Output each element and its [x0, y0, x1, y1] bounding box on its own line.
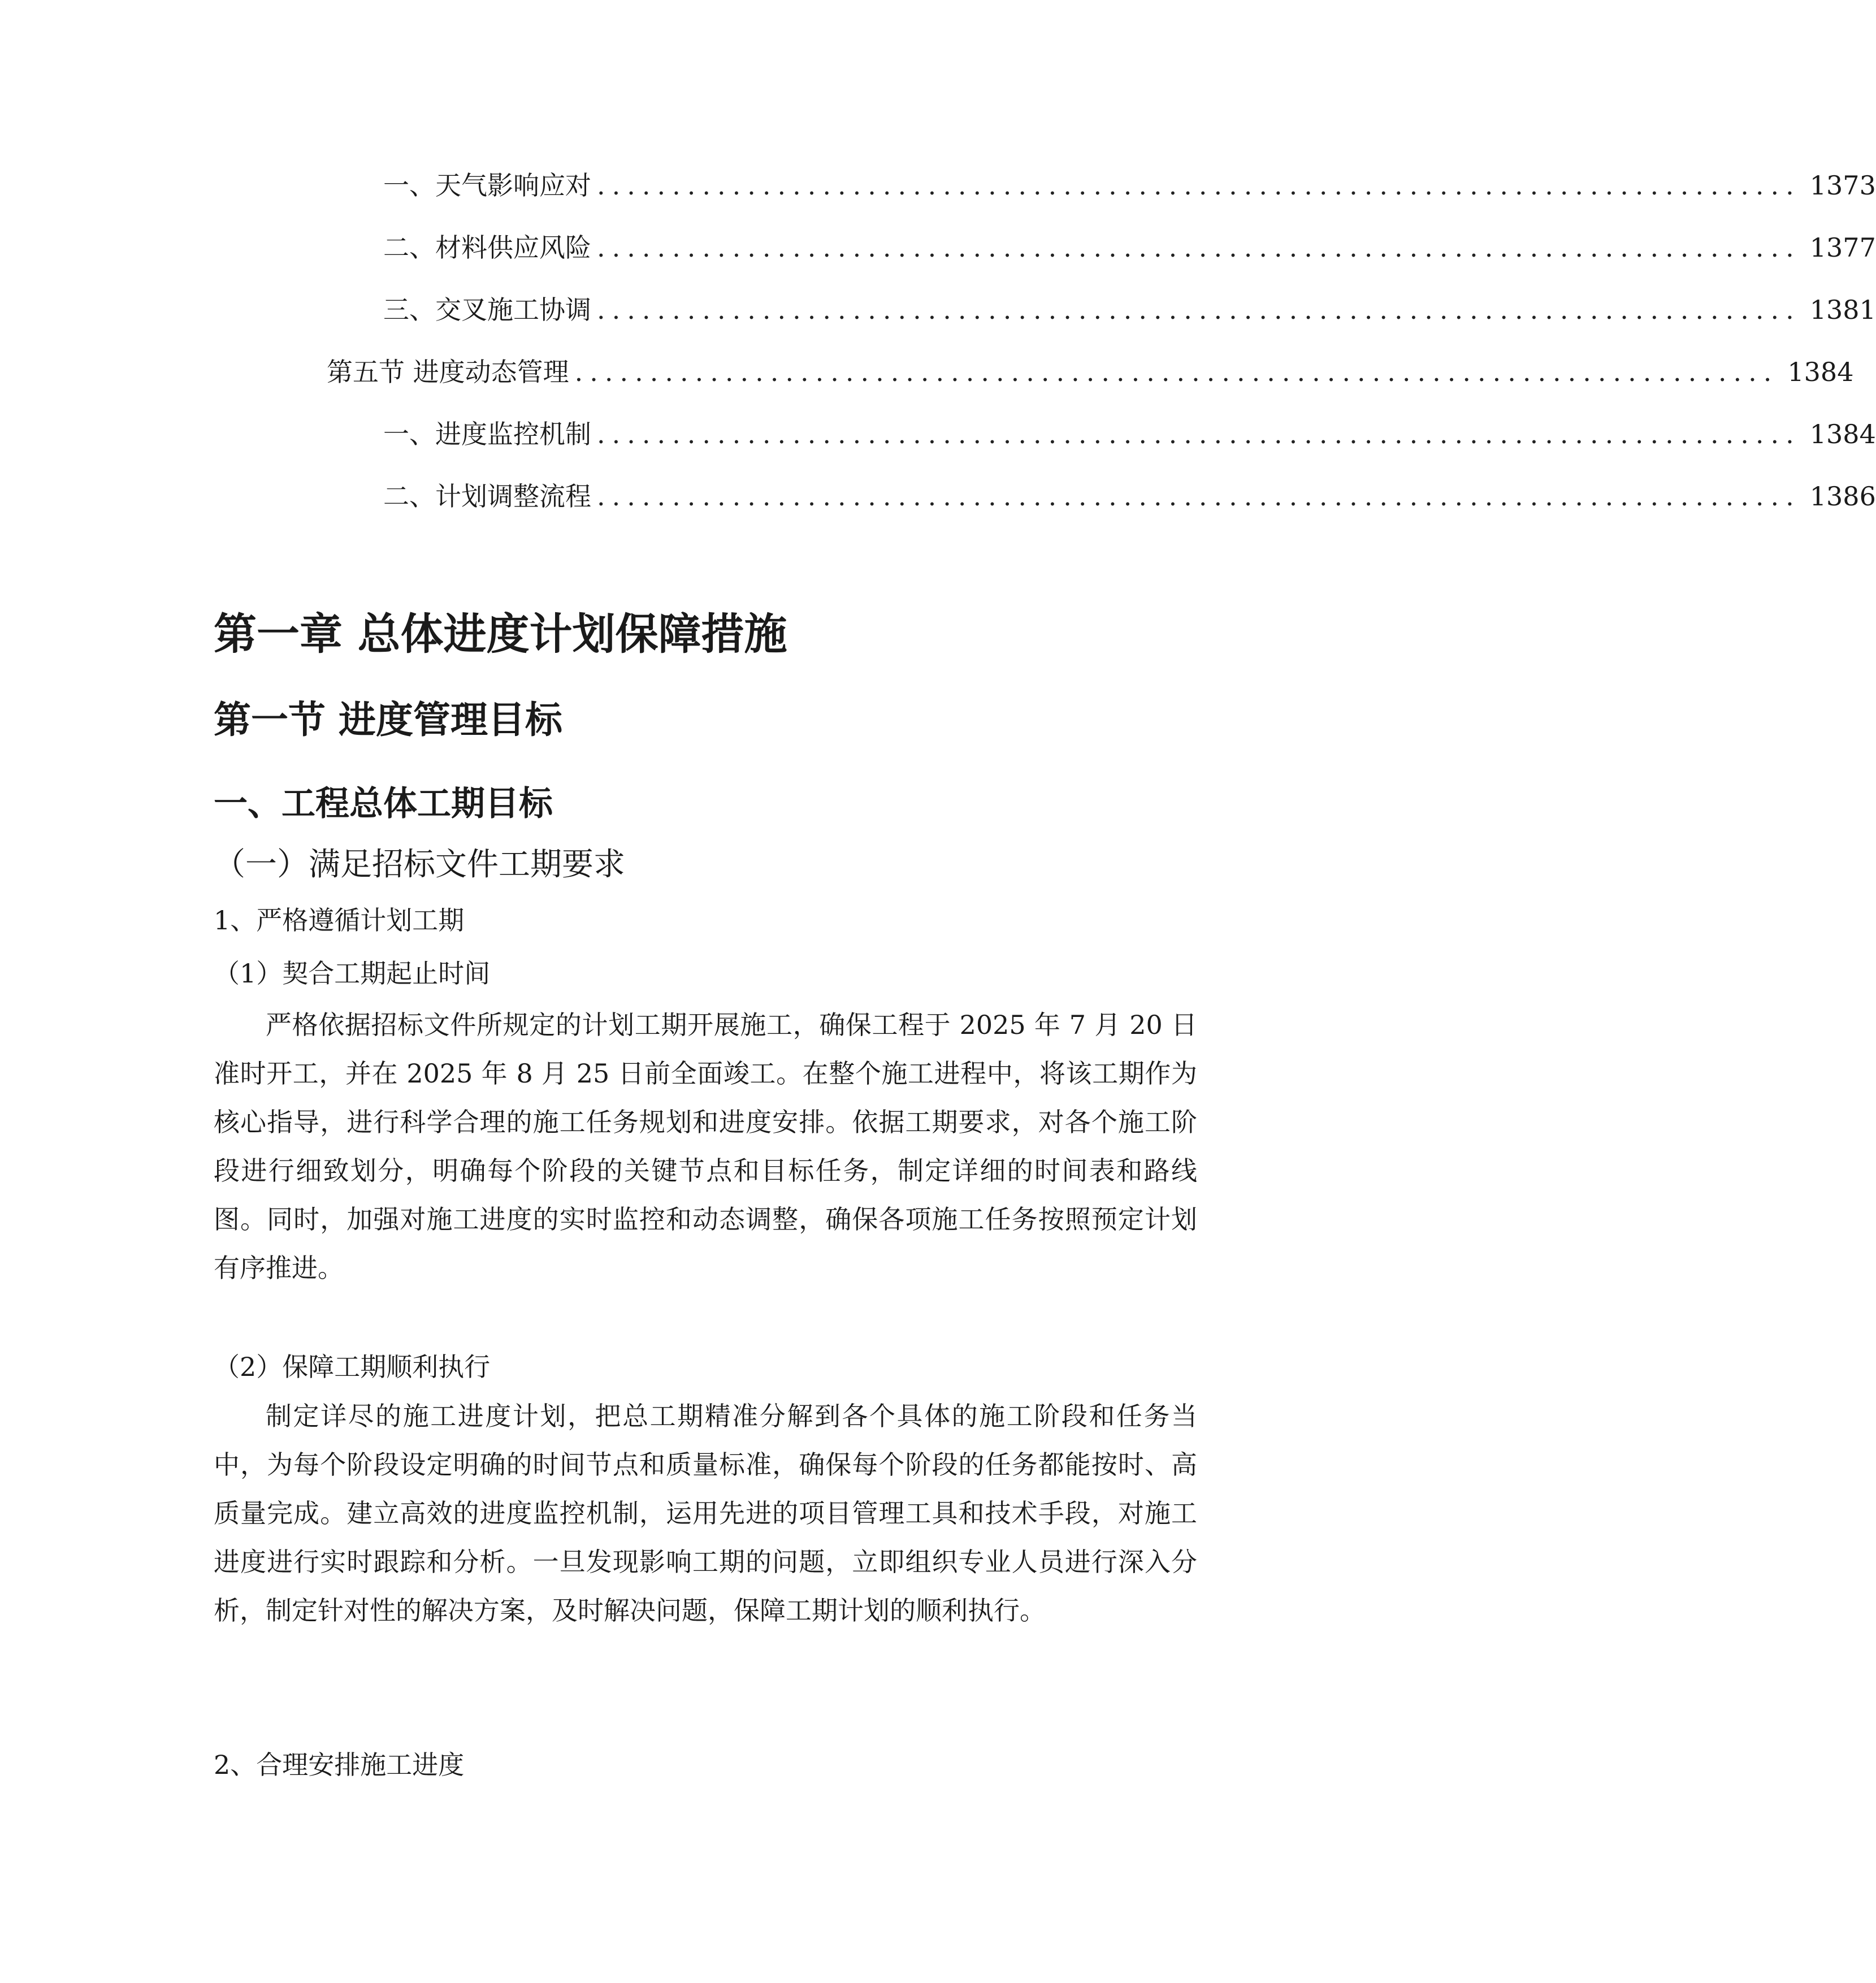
item-subheading: （2）保障工期顺利执行 — [214, 1352, 491, 1382]
toc-entry-title: 计划调整流程 — [435, 481, 591, 512]
toc-entry-page: 1384 — [1787, 357, 1854, 387]
toc-entry-title: 天气影响应对 — [435, 170, 591, 201]
toc-entry[interactable] — [383, 417, 1876, 451]
toc-leader-dots: ................................................................................ — [597, 295, 1801, 325]
item-heading: 2、合理安排施工进度 — [214, 1750, 465, 1780]
toc-entry-number: 二、 — [383, 481, 435, 512]
toc-entry-page: 1384 — [1809, 419, 1876, 449]
chapter-title: 第一章 总体进度计划保障措施 — [214, 609, 787, 659]
toc-leader-dots: ................................................................................ — [574, 357, 1779, 387]
toc-entry[interactable] — [383, 293, 1876, 327]
toc-entry[interactable] — [383, 479, 1876, 513]
toc-entry-title: 第五节 进度动态管理 — [327, 357, 569, 387]
toc-entry-title: 材料供应风险 — [435, 232, 591, 263]
toc-entry-page: 1386 — [1809, 481, 1876, 512]
toc-entry[interactable] — [383, 168, 1876, 202]
body-paragraph: 严格依据招标文件所规定的计划工期开展施工，确保工程于 2025 年 7 月 20 日准时开工，并在 2025 年 8 月 25 日前全面竣工。在整个施工进程中，将该工期作为核心指导，进行科学合理的施工任务规划和进度安排。依据工期要求，对各个施工阶段进行细致划分，明确每个阶段的关键节点和目标任务，制定详细的时间表和路线图。同时，加强对施工进度的实时监控和动态调整，确保各项施工任务按照预定计划有序推进。 — [214, 1010, 1197, 1283]
toc-leader-dots: ................................................................................ — [597, 170, 1801, 201]
toc-entry-number: 一、 — [383, 419, 435, 449]
toc-entry-page: 1377 — [1809, 232, 1876, 263]
body-paragraph: 制定详尽的施工进度计划，把总工期精准分解到各个具体的施工阶段和任务当中，为每个阶段设定明确的时间节点和质量标准，确保每个阶段的任务都能按时、高质量完成。建立高效的进度监控机制，运用先进的项目管理工具和技术手段，对施工进度进行实时跟踪和分析。一旦发现影响工期的问题，立即组织专业人员进行深入分析，制定针对性的解决方案，及时解决问题，保障工期计划的顺利执行。 — [214, 1401, 1197, 1626]
toc-entry-number: 三、 — [383, 295, 435, 325]
section-title: 第一节 进度管理目标 — [214, 698, 562, 742]
sub-item-title: （一）满足招标文件工期要求 — [214, 846, 625, 883]
toc-entry-number: 一、 — [383, 170, 435, 201]
item-subheading: （1）契合工期起止时间 — [214, 958, 491, 989]
toc-entry-number: 二、 — [383, 232, 435, 263]
toc-leader-dots: ................................................................................ — [597, 232, 1801, 263]
item-heading: 1、严格遵循计划工期 — [214, 905, 465, 936]
toc-entry-page: 1381 — [1809, 295, 1876, 325]
toc-entry[interactable] — [383, 231, 1876, 265]
toc-leader-dots: ................................................................................ — [597, 481, 1801, 512]
toc-entry-page: 1373 — [1809, 170, 1876, 201]
toc-entry-title: 交叉施工协调 — [435, 295, 591, 325]
toc-leader-dots: ................................................................................ — [597, 419, 1801, 449]
subsection-title: 一、工程总体工期目标 — [214, 784, 553, 824]
toc-entry[interactable] — [327, 355, 1854, 389]
toc-entry-title: 进度监控机制 — [435, 419, 591, 449]
